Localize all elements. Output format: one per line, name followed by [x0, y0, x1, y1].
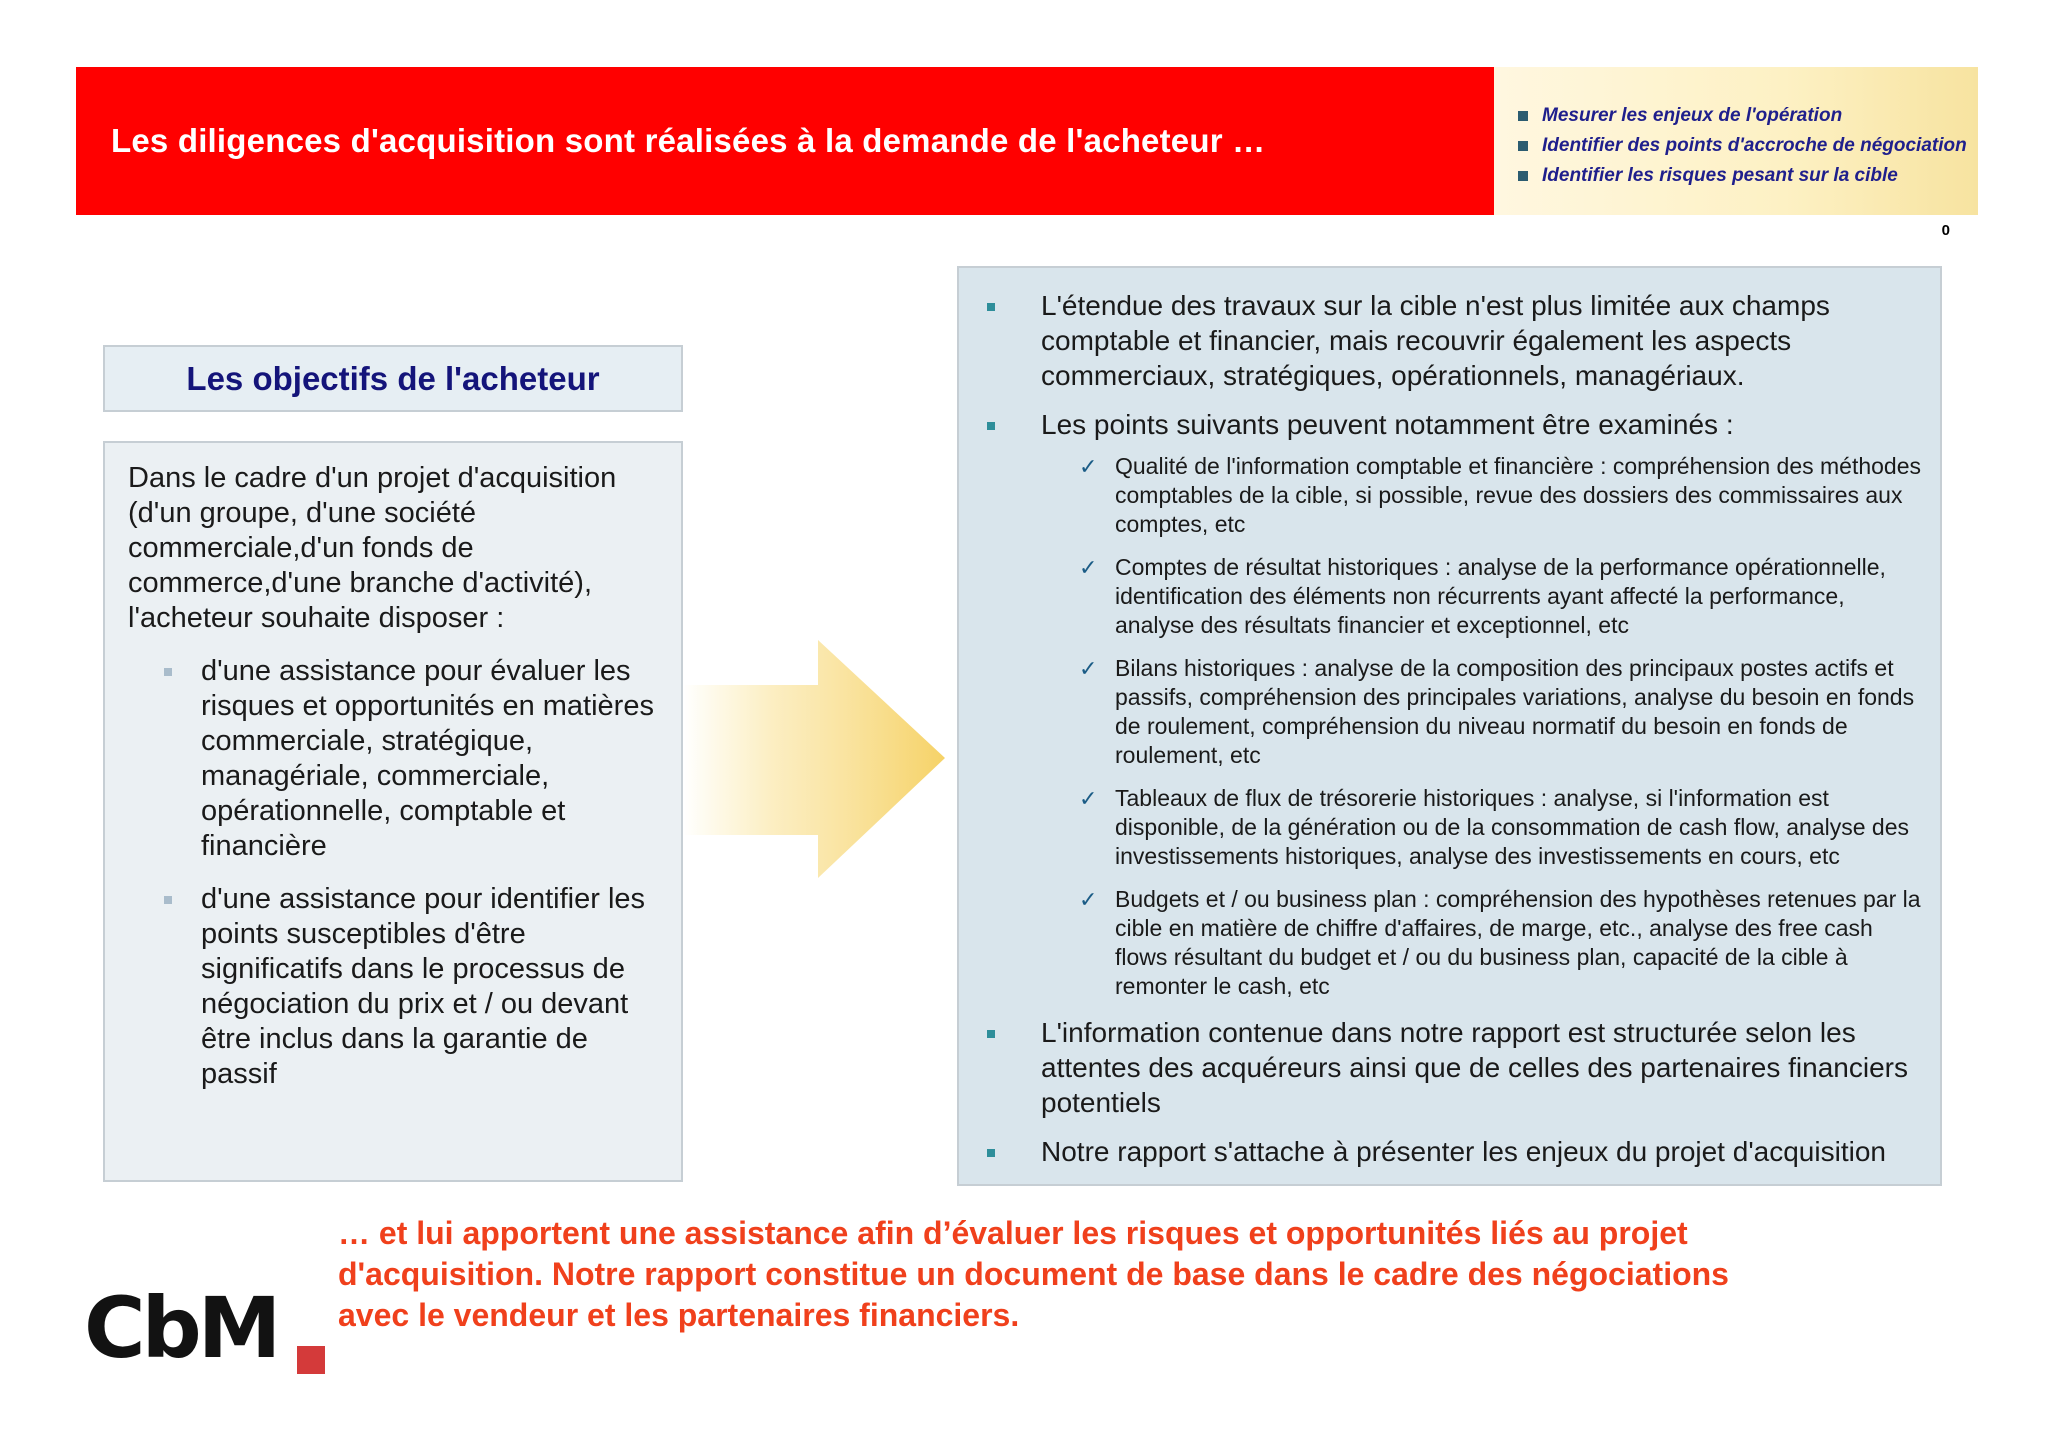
- header-objective-item: Identifier les risques pesant sur la cible: [1518, 165, 1978, 187]
- square-bullet-icon: [987, 422, 995, 430]
- objective-item: d'une assistance pour évaluer les risques et opportunités en matières commerciale, stratégique, managériale, commerciale, opérationnelle, comptable et financière: [164, 654, 659, 864]
- detail-item: Notre rapport s'attache à présenter les enjeux du projet d'acquisition: [983, 1134, 1922, 1169]
- square-bullet-icon: [164, 668, 172, 676]
- square-bullet-icon: [1518, 141, 1528, 151]
- logo-wordmark: CbM: [84, 1279, 278, 1377]
- header-objective-item: Mesurer les enjeux de l'opération: [1518, 105, 1978, 127]
- logo-square-icon: [297, 1346, 325, 1374]
- conclusion-text: … et lui apportent une assistance afin d’évaluer les risques et opportunités liés au projet d'acquisition. Notre rapport constitue un document de base dans le cadre des négociations avec le vendeur et les partenaires financiers.: [338, 1215, 1729, 1333]
- objectives-intro: Dans le cadre d'un projet d'acquisition (d'un groupe, d'une société commerciale,d'un fonds de commerce,d'une branche d'activité), l'acheteur souhaite disposer :: [128, 462, 617, 634]
- examined-point: ✓ Budgets et / ou business plan : compréhension des hypothèses retenues par la cible en matière de chiffre d'affaires, de marge, etc., analyse des free cash flows résultant du budget et / ou du business plan, capacité de la cible à remonter le cash, etc: [1079, 886, 1921, 999]
- examined-point: ✓ Qualité de l'information comptable et financière : compréhension des méthodes comptables de la cible, si possible, revue des dossiers des commissaires aux comptes, etc: [1079, 453, 1922, 537]
- details-panel: [957, 266, 1942, 1186]
- detail-item: L'information contenue dans notre rapport est structurée selon les attentes des acquéreurs ainsi que de celles des partenaires financiers potentiels: [983, 1015, 1922, 1120]
- checkmark-icon: ✓: [1079, 887, 1098, 912]
- examined-point: ✓ Tableaux de flux de trésorerie historiques : analyse, si l'information est disponible, de la génération ou de la consommation de cash flow, analyse des investissements historiques, analyse des investissements en cours, etc: [1079, 785, 1910, 869]
- checkmark-icon: ✓: [1079, 656, 1098, 681]
- square-bullet-icon: [987, 1030, 995, 1038]
- detail-item: Les points suivants peuvent notamment être examinés : ✓ Qualité de l'information comptable et financière : compréhension des méthodes comptables de la cible, si possible, revue des dossiers des commissaires aux comptes, etc ✓ Comptes de résultat historiques : analyse de la performance opérationnelle, identification des éléments non récurrents ayant affecté la performance, analyse des résultats financier et exceptionnel, etc ✓ Bilans historiques : analyse de la composition des principaux postes actifs et passifs, compréhension des principales variations, analyse du besoin en fonds de roulement, compréhension du niveau normatif du besoin en fonds de roulement, etc ✓ Tableaux de flux de trésorerie historiques : analyse, si l'information est disponible, de la génération ou de la consommation de cash flow, analyse des investissements historiques, analyse des investissements en cours, etc ✓ Budgets et / ou business plan : compréhension des hypothèses retenues par la cible en matière de chiffre d'affaires, de marge, etc., analyse des free cash flows résultant du budget et / ou du business plan, capacité de la cible à remonter le cash, etc: [983, 407, 1922, 1001]
- examined-point: ✓ Bilans historiques : analyse de la composition des principaux postes actifs et passifs, compréhension des principales variations, analyse du besoin en fonds de roulement, compréhension du niveau normatif du besoin en fonds de roulement, etc: [1079, 655, 1915, 768]
- square-bullet-icon: [164, 896, 172, 904]
- square-bullet-icon: [1518, 171, 1528, 181]
- company-logo: [84, 1279, 334, 1377]
- objectives-box: [103, 441, 683, 1182]
- page-number: 0: [1941, 222, 1950, 239]
- objectives-title: Les objectifs de l'acheteur: [186, 359, 600, 397]
- detail-item: L'étendue des travaux sur la cible n'est plus limitée aux champs comptable et financier, mais recouvrir également les aspects commerciaux, stratégiques, opérationnels, managériaux.: [983, 288, 1922, 393]
- details-list: [983, 288, 1922, 1169]
- header-banner: [76, 67, 1494, 215]
- checkmark-icon: ✓: [1079, 786, 1098, 811]
- examined-point: ✓ Comptes de résultat historiques : analyse de la performance opérationnelle, identification des éléments non récurrents ayant affecté la performance, analyse des résultats financier et exceptionnel, etc: [1079, 554, 1886, 638]
- header-objectives-panel: [1494, 67, 1978, 215]
- objectives-list: [128, 654, 659, 1092]
- arrow-right-icon: [683, 640, 945, 878]
- slide-title: Les diligences d'acquisition sont réalisées à la demande de l'acheteur …: [111, 122, 1266, 159]
- objectives-header: [103, 345, 683, 412]
- square-bullet-icon: [987, 303, 995, 311]
- square-bullet-icon: [987, 1149, 995, 1157]
- examined-points-list: [1041, 452, 1922, 1001]
- header-objective-item: Identifier des points d'accroche de négociation: [1518, 135, 1978, 157]
- objective-item: d'une assistance pour identifier les points susceptibles d'être significatifs dans le processus de négociation du prix et / ou devant être inclus dans la garantie de passif: [164, 882, 659, 1092]
- square-bullet-icon: [1518, 111, 1528, 121]
- header-objectives-list: [1494, 67, 1978, 187]
- checkmark-icon: ✓: [1079, 555, 1098, 580]
- checkmark-icon: ✓: [1079, 454, 1098, 479]
